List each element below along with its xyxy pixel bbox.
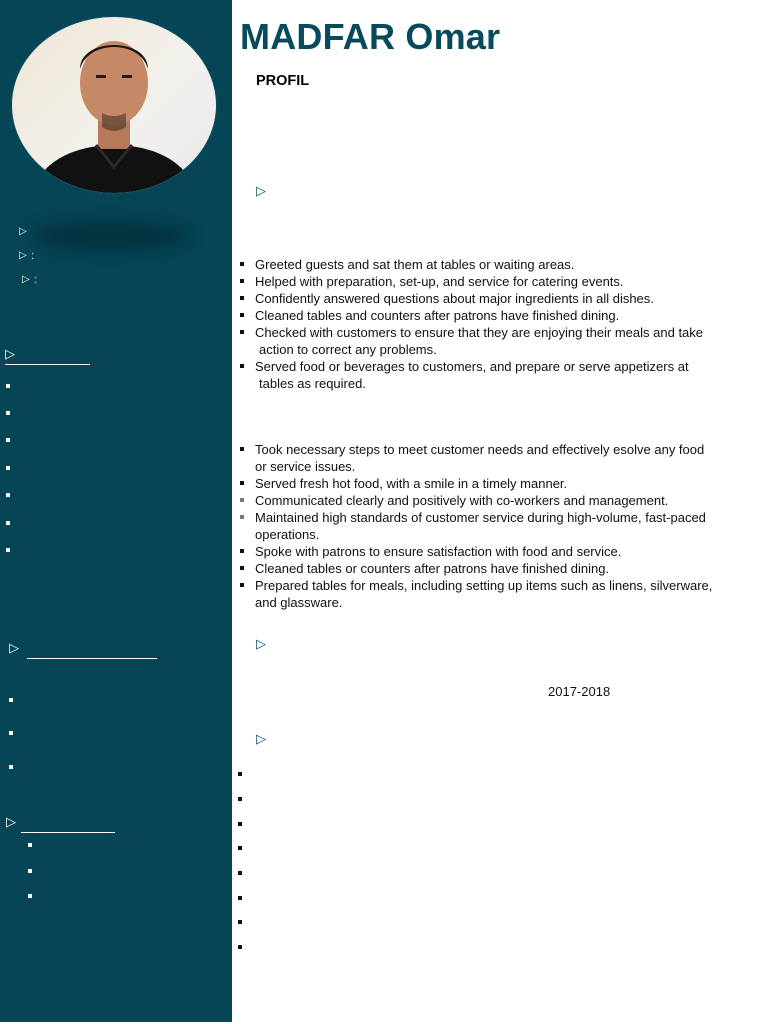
contact-separator: :	[31, 250, 35, 262]
section-underline	[21, 832, 115, 833]
section-marker-icon: ▷	[256, 637, 266, 652]
list-item: Helped with preparation, set-up, and service for catering events.	[240, 273, 703, 290]
bullet-icon	[240, 364, 244, 368]
list-item: Served fresh hot food, with a smile in a timely manner.	[240, 475, 712, 492]
bullet-icon	[6, 548, 10, 552]
bullet-icon	[240, 330, 244, 334]
bullet-icon	[238, 871, 242, 875]
bullet-icon	[28, 869, 32, 873]
bullet-icon	[9, 731, 13, 735]
bullet-icon	[240, 279, 244, 283]
profile-heading: PROFIL	[256, 73, 310, 89]
bullet-icon	[6, 521, 10, 525]
bullet-icon	[238, 822, 242, 826]
list-item: Served food or beverages to customers, and prepare or serve appetizers at tables as required.	[240, 358, 703, 392]
contact-marker-icon: ▷	[19, 250, 27, 261]
bullet-icon	[240, 566, 244, 570]
section-marker-icon: ▷	[256, 732, 266, 747]
bullet-icon	[240, 296, 244, 300]
bullet-icon	[6, 493, 10, 497]
education-date: 2017-2018	[548, 684, 611, 699]
candidate-name: MADFAR Omar	[240, 16, 501, 57]
list-item: Greeted guests and sat them at tables or waiting areas.	[240, 256, 703, 273]
person-photo-image	[12, 17, 216, 193]
bullet-icon	[238, 945, 242, 949]
contact-separator: :	[34, 274, 38, 286]
list-item: Cleaned tables and counters after patrons have finished dining.	[240, 307, 703, 324]
bullet-icon	[238, 920, 242, 924]
bullet-icon	[240, 498, 244, 502]
list-item: Spoke with patrons to ensure satisfaction with food and service.	[240, 543, 712, 560]
bullet-icon	[240, 549, 244, 553]
section-marker-icon: ▷	[6, 815, 16, 830]
bullet-icon	[6, 438, 10, 442]
list-item: Took necessary steps to meet customer needs and effectively esolve any food or service issues.	[240, 441, 712, 475]
bullet-icon	[28, 894, 32, 898]
bullet-icon	[9, 698, 13, 702]
list-item: Prepared tables for meals, including setting up items such as linens, silverware, and glassware.	[240, 577, 712, 611]
list-item: Checked with customers to ensure that they are enjoying their meals and take action to correct any problems.	[240, 324, 703, 358]
bullet-icon	[240, 447, 244, 451]
section-marker-icon: ▷	[256, 184, 266, 199]
experience-list-2	[240, 441, 712, 611]
contact-marker-icon: ▷	[22, 274, 30, 285]
section-marker-icon: ▷	[9, 641, 19, 656]
sidebar	[0, 0, 232, 1022]
bullet-icon	[240, 481, 244, 485]
bullet-icon	[238, 772, 242, 776]
bullet-icon	[238, 896, 242, 900]
bullet-icon	[240, 313, 244, 317]
bullet-icon	[240, 515, 244, 519]
experience-list-1	[240, 256, 703, 392]
bullet-icon	[6, 466, 10, 470]
profile-photo	[11, 16, 217, 194]
bullet-icon	[238, 797, 242, 801]
bullet-icon	[240, 262, 244, 266]
section-underline	[5, 364, 90, 365]
list-item: Cleaned tables or counters after patrons have finished dining.	[240, 560, 712, 577]
section-underline	[27, 658, 157, 659]
list-item: Maintained high standards of customer service during high-volume, fast-paced operations.	[240, 509, 712, 543]
bullet-icon	[6, 411, 10, 415]
bullet-icon	[238, 846, 242, 850]
bullet-icon	[9, 765, 13, 769]
sidebar-shadow-decoration	[30, 222, 190, 250]
section-marker-icon: ▷	[5, 347, 15, 362]
contact-marker-icon: ▷	[19, 226, 27, 237]
list-item: Communicated clearly and positively with co-workers and management.	[240, 492, 712, 509]
bullet-icon	[6, 384, 10, 388]
list-item: Confidently answered questions about major ingredients in all dishes.	[240, 290, 703, 307]
bullet-icon	[240, 583, 244, 587]
bullet-icon	[28, 843, 32, 847]
